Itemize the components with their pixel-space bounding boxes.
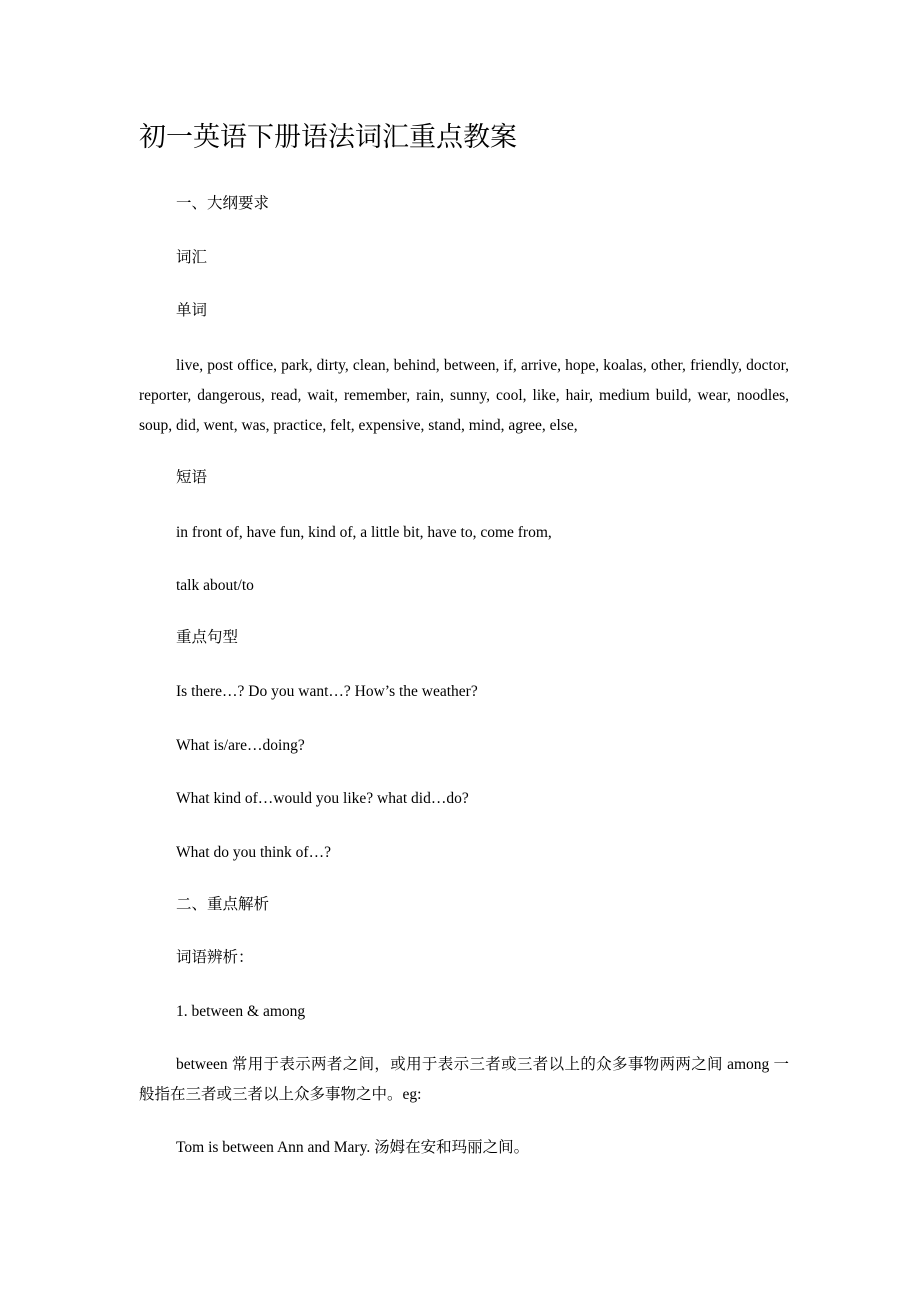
subheading-word-discrimination: 词语辨析： xyxy=(176,949,254,966)
subheading-phrases: 短语 xyxy=(176,469,208,486)
item-between-among: 1. between & among xyxy=(176,1003,306,1020)
section-heading-outline: 一、大纲要求 xyxy=(176,195,270,212)
sentence-pattern-1: Is there…? Do you want…? How’s the weather? xyxy=(176,683,478,700)
subheading-words: 单词 xyxy=(176,302,208,319)
document-title: 初一英语下册语法词汇重点教案 xyxy=(139,122,517,152)
word-list-paragraph: live, post office, park, dirty, clean, behind, between, if, arrive, hope, koalas, other, friendly, doctor, reporter, dangerous, read, wait, remember, rain, sunny, cool, like, hair, medium build, wear, noodles, soup, did, went, was, practice, felt, expensive, stand, mind, agree, else, xyxy=(139,357,789,434)
phrase-list-line-2: talk about/to xyxy=(176,577,254,594)
subheading-key-sentences: 重点句型 xyxy=(176,629,239,646)
phrase-list-line-1: in front of, have fun, kind of, a little bit, have to, come from, xyxy=(176,524,552,541)
sentence-pattern-4: What do you think of…? xyxy=(176,844,331,861)
sentence-pattern-2: What is/are…doing? xyxy=(176,737,305,754)
sentence-pattern-3: What kind of…would you like? what did…do? xyxy=(176,790,469,807)
subheading-vocabulary: 词汇 xyxy=(176,249,208,266)
section-heading-analysis: 二、重点解析 xyxy=(176,896,270,913)
example-sentence: Tom is between Ann and Mary. 汤姆在安和玛丽之间。 xyxy=(176,1139,530,1156)
between-among-explanation: between 常用于表示两者之间，或用于表示三者或三者以上的众多事物两两之间 among 一般指在三者或三者以上众多事物之中。eg: xyxy=(139,1056,789,1103)
